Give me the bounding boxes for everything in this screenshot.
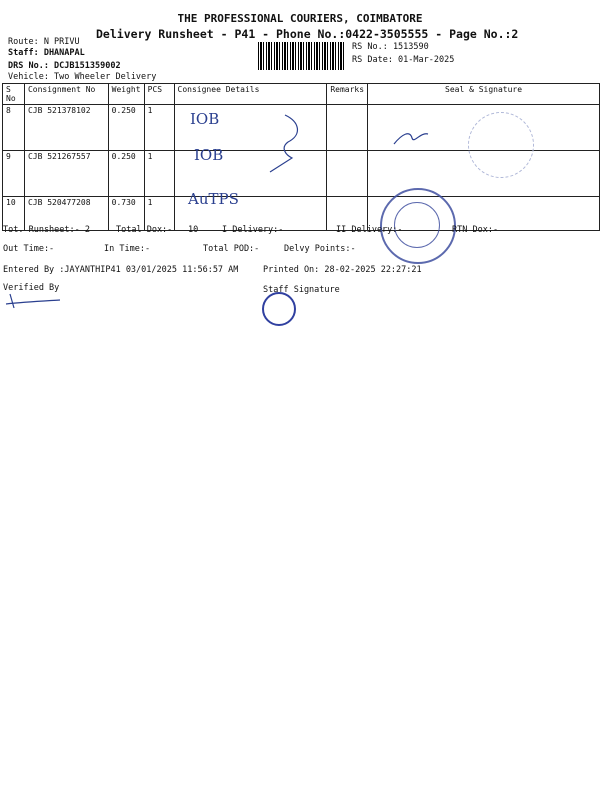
cell-consignment: CJB 521378102 — [24, 105, 108, 151]
signature-mark — [392, 126, 432, 148]
runsheet-title: Delivery Runsheet - P41 - Phone No.:0422-3505555 - Page No.:2 — [96, 27, 519, 41]
verified-by: Verified By — [3, 283, 60, 293]
cell-pcs: 1 — [144, 151, 174, 197]
cell-consignment: CJB 521267557 — [24, 151, 108, 197]
total-dox-label: Total Dox:- — [116, 225, 173, 235]
cell-consignment: CJB 520477208 — [24, 197, 108, 231]
drs-number: DRS No.: DCJB151359002 — [8, 61, 121, 71]
col-header-sno: S No — [3, 84, 25, 105]
ii-delivery: II Delivery:- — [336, 225, 403, 235]
total-pod: Total POD:- — [203, 244, 260, 254]
col-header-pcs: PCS — [144, 84, 174, 105]
col-header-consignment: Consignment No — [24, 84, 108, 105]
cell-sno: 8 — [3, 105, 25, 151]
handwritten-mark — [230, 110, 310, 180]
cell-weight: 0.250 — [108, 105, 144, 151]
col-header-consignee: Consignee Details — [174, 84, 327, 105]
i-delivery: I Delivery:- — [222, 225, 284, 235]
vehicle-label: Vehicle: Two Wheeler Delivery — [8, 72, 157, 82]
total-dox-value: 10 — [188, 225, 199, 235]
entered-by: Entered By :JAYANTHIP41 03/01/2025 11:56:57 AM — [3, 265, 239, 275]
col-header-weight: Weight — [108, 84, 144, 105]
rs-date: RS Date: 01-Mar-2025 — [352, 55, 455, 65]
verifier-signature — [4, 292, 64, 312]
cell-remarks — [327, 105, 368, 151]
col-header-remarks: Remarks — [327, 84, 368, 105]
cell-weight: 0.250 — [108, 151, 144, 197]
company-title: THE PROFESSIONAL COURIERS, COIMBATORE — [177, 12, 423, 25]
handwritten-consignee-2: IOB — [194, 146, 224, 164]
in-time: In Time:- — [104, 244, 151, 254]
rtn-dox: RTN Dox:- — [452, 225, 499, 235]
cell-sno: 10 — [3, 197, 25, 231]
cell-sno: 9 — [3, 151, 25, 197]
printed-on: Printed On: 28-02-2025 22:27:21 — [263, 265, 422, 275]
handwritten-consignee-1: IOB — [190, 110, 220, 128]
seal-stamp-faint — [468, 112, 534, 178]
rs-number: RS No.: 1513590 — [352, 42, 429, 52]
cell-remarks — [327, 151, 368, 197]
cell-weight: 0.730 — [108, 197, 144, 231]
staff-label: Staff: DHANAPAL — [8, 48, 85, 58]
cell-pcs: 1 — [144, 105, 174, 151]
handwritten-consignee-3: AuTPS — [188, 190, 239, 208]
cell-pcs: 1 — [144, 197, 174, 231]
col-header-seal: Seal & Signature — [368, 84, 600, 105]
staff-seal-stamp — [262, 292, 296, 326]
table-header-row — [3, 84, 600, 105]
route-label: Route: N PRIVU — [8, 37, 80, 47]
barcode — [258, 42, 344, 70]
tot-runsheet: Tot. Runsheet:- 2 — [3, 225, 90, 235]
staff-signature: Staff Signature — [263, 285, 340, 295]
delvy-points: Delvy Points:- — [284, 244, 356, 254]
out-time: Out Time:- — [3, 244, 55, 254]
table-row — [3, 197, 600, 231]
